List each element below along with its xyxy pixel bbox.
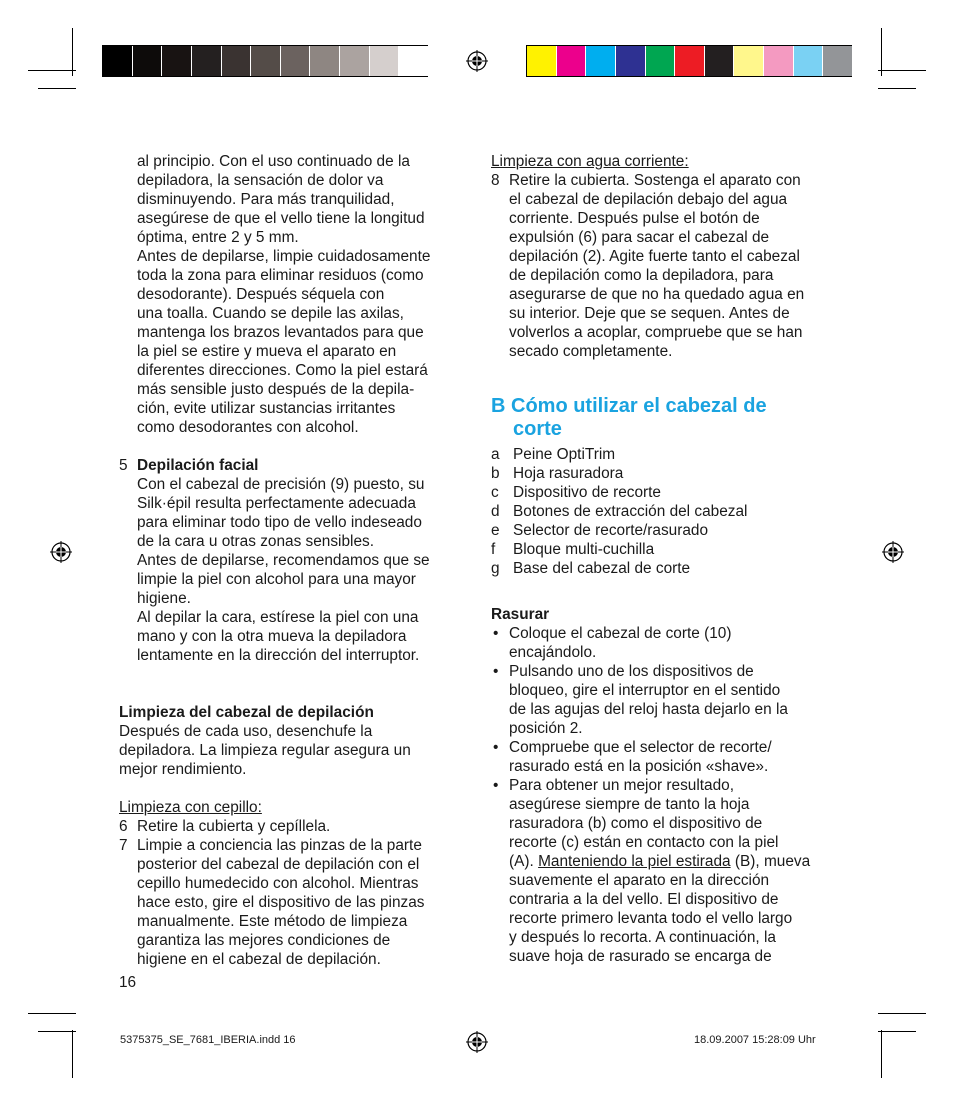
color-swatch bbox=[675, 46, 704, 76]
registration-mark-icon bbox=[466, 1031, 488, 1053]
step-number: 8 bbox=[491, 172, 500, 189]
color-swatch bbox=[222, 46, 251, 76]
color-swatch bbox=[340, 46, 369, 76]
text-line: asegurarse de que no ha quedado agua en bbox=[509, 286, 805, 303]
text-line: secado completamente. bbox=[509, 343, 673, 360]
text-line: diferentes direcciones. Como la piel estará bbox=[137, 362, 428, 379]
step-lines bbox=[137, 475, 469, 665]
subsection-title: Limpieza con agua corriente: bbox=[491, 153, 689, 170]
emphasis-text: Manteniendo la piel estirada bbox=[538, 853, 731, 870]
text-line: mano y con la otra mueva la depiladora bbox=[137, 628, 407, 645]
text-line: disminuyendo. Para más tranquilidad, bbox=[137, 191, 395, 208]
text-line: su interior. Deje que se sequen. Antes de bbox=[509, 305, 790, 322]
text-line: Con el cabezal de precisión (9) puesto, su bbox=[137, 476, 425, 493]
color-swatch bbox=[281, 46, 310, 76]
color-swatch bbox=[823, 46, 852, 76]
part-item bbox=[491, 483, 841, 502]
crop-mark bbox=[28, 70, 76, 71]
part-label: Base del cabezal de corte bbox=[513, 560, 691, 577]
color-swatch bbox=[310, 46, 339, 76]
text-line: desodorante). Después séquela con bbox=[137, 286, 385, 303]
crop-mark bbox=[28, 1013, 76, 1014]
color-swatch bbox=[557, 46, 586, 76]
text-line: contraria a la del vello. El dispositivo de bbox=[509, 891, 779, 908]
text-line: ción, evite utilizar sustancias irritantes bbox=[137, 400, 396, 417]
part-item bbox=[491, 559, 841, 578]
bullet-item bbox=[491, 776, 841, 966]
part-label: Selector de recorte/rasurado bbox=[513, 522, 709, 539]
footer-filename: 5375375_SE_7681_IBERIA.indd 16 bbox=[120, 1034, 296, 1046]
part-letter: a bbox=[491, 446, 500, 463]
step-lines bbox=[137, 836, 469, 969]
text-line: mantenga los brazos levantados para que bbox=[137, 324, 424, 341]
color-swatch bbox=[646, 46, 675, 76]
color-swatch bbox=[251, 46, 280, 76]
text-line: de las agujas del reloj hasta dejarlo en la bbox=[509, 701, 788, 718]
registration-mark-icon bbox=[882, 541, 904, 563]
text-line: una toalla. Cuando se depile las axilas, bbox=[137, 305, 404, 322]
crop-mark bbox=[38, 1031, 76, 1032]
text-line: lentamente en la dirección del interruptor. bbox=[137, 647, 420, 664]
page-number: 16 bbox=[119, 974, 137, 991]
text-line: al principio. Con el uso continuado de la bbox=[137, 153, 410, 170]
text-line: depilación (2). Agite fuerte tanto el cabezal bbox=[509, 248, 800, 265]
text-line: Pulsando uno de los dispositivos de bbox=[509, 663, 754, 680]
color-swatch bbox=[133, 46, 162, 76]
right-column bbox=[491, 152, 841, 966]
text-line: asegúrese de que el vello tiene la longitud bbox=[137, 210, 425, 227]
heading-line: B Cómo utilizar el cabezal de bbox=[491, 395, 767, 417]
text-line: posterior del cabezal de depilación con el bbox=[137, 856, 420, 873]
text-line: recorte primero levanta todo el vello largo bbox=[509, 910, 793, 927]
text-line: la piel se estire y mueva el aparato en bbox=[137, 343, 397, 360]
text-run: (B), mueva bbox=[730, 853, 811, 870]
text-line: el cabezal de depilación debajo del agua bbox=[509, 191, 788, 208]
color-swatch bbox=[370, 46, 399, 76]
intro-paragraph bbox=[119, 152, 469, 437]
footer-timestamp: 18.09.2007 15:28:09 Uhr bbox=[694, 1034, 816, 1046]
text-line: Retire la cubierta. Sostenga el aparato con bbox=[509, 172, 801, 189]
text-line: Al depilar la cara, estírese la piel con una bbox=[137, 609, 419, 626]
part-letter: d bbox=[491, 503, 500, 520]
color-swatch bbox=[764, 46, 793, 76]
text-line: asegúrese siempre de tanto la hoja bbox=[509, 796, 750, 813]
bullet-item bbox=[491, 662, 841, 738]
step-6 bbox=[119, 817, 469, 836]
section-title: Limpieza del cabezal de depilación bbox=[119, 704, 374, 721]
bullet-lines bbox=[509, 776, 841, 852]
text-line: rasuradora (b) como el dispositivo de bbox=[509, 815, 763, 832]
part-label: Botones de extracción del cabezal bbox=[513, 503, 748, 520]
text-line: rasurado está en la posición «shave». bbox=[509, 758, 769, 775]
bullet-lines bbox=[509, 738, 841, 776]
step-7 bbox=[119, 836, 469, 969]
text-line: Limpie a conciencia las pinzas de la parte bbox=[137, 837, 422, 854]
step-8 bbox=[491, 171, 841, 361]
color-swatch bbox=[399, 46, 428, 76]
color-swatch bbox=[586, 46, 615, 76]
crop-mark bbox=[878, 70, 926, 71]
text-line: manualmente. Este método de limpieza bbox=[137, 913, 408, 930]
part-item bbox=[491, 502, 841, 521]
crop-mark bbox=[881, 1030, 882, 1078]
part-item bbox=[491, 521, 841, 540]
text-line: higiene. bbox=[137, 590, 191, 607]
step-number: 6 bbox=[119, 818, 128, 835]
section-lines bbox=[119, 722, 469, 779]
color-swatch bbox=[616, 46, 645, 76]
part-label: Dispositivo de recorte bbox=[513, 484, 661, 501]
bullet-lines bbox=[509, 662, 841, 738]
text-line: cepillo humedecido con alcohol. Mientras bbox=[137, 875, 419, 892]
text-line: Después de cada uso, desenchufe la bbox=[119, 723, 373, 740]
text-run: (A). bbox=[509, 853, 539, 870]
text-line: de la cara u otras zonas sensibles. bbox=[137, 533, 374, 550]
text-line: limpie la piel con alcohol para una mayor bbox=[137, 571, 416, 588]
step-title: Depilación facial bbox=[137, 457, 259, 474]
part-item bbox=[491, 464, 841, 483]
part-letter: b bbox=[491, 465, 500, 482]
text-line: depiladora. La limpieza regular asegura un bbox=[119, 742, 411, 759]
part-item bbox=[491, 445, 841, 464]
text-line: posición 2. bbox=[509, 720, 583, 737]
registration-mark-icon bbox=[50, 541, 72, 563]
text-line: recorte (c) están en contacto con la piel bbox=[509, 834, 779, 851]
text-line: depiladora, la sensación de dolor va bbox=[137, 172, 384, 189]
text-line: encajándolo. bbox=[509, 644, 597, 661]
text-line: óptima, entre 2 y 5 mm. bbox=[137, 229, 299, 246]
step-lines bbox=[509, 171, 841, 361]
crop-mark bbox=[72, 28, 73, 76]
part-letter: e bbox=[491, 522, 500, 539]
intro-lines bbox=[137, 152, 469, 437]
part-item bbox=[491, 540, 841, 559]
text-line: para eliminar todo tipo de vello indeseado bbox=[137, 514, 422, 531]
parts-list bbox=[491, 445, 841, 578]
bullet-marker: • bbox=[493, 739, 499, 756]
text-line: de depilación como la depiladora, para bbox=[509, 267, 774, 284]
text-line: suave hoja de rasurado se encarga de bbox=[509, 948, 772, 965]
crop-mark bbox=[38, 88, 76, 89]
text-line: hace esto, gire el dispositivo de las pinzas bbox=[137, 894, 425, 911]
color-swatch bbox=[705, 46, 734, 76]
part-letter: c bbox=[491, 484, 499, 501]
bullet-marker: • bbox=[493, 663, 499, 680]
part-label: Hoja rasuradora bbox=[513, 465, 624, 482]
text-line: y después lo recorta. A continuación, la bbox=[509, 929, 776, 946]
text-line: toda la zona para eliminar residuos (como bbox=[137, 267, 424, 284]
bullet-line bbox=[509, 852, 841, 871]
bullet-lines bbox=[509, 624, 841, 662]
crop-mark bbox=[878, 1031, 916, 1032]
text-line: como desodorantes con alcohol. bbox=[137, 419, 359, 436]
heading-line: corte bbox=[513, 418, 562, 440]
bullet-marker: • bbox=[493, 777, 499, 794]
text-line: suavemente el aparato en la dirección bbox=[509, 872, 770, 889]
text-line: más sensible justo después de la depila- bbox=[137, 381, 415, 398]
part-letter: g bbox=[491, 560, 500, 577]
bullet-item bbox=[491, 738, 841, 776]
left-column bbox=[119, 152, 469, 992]
text-line: corriente. Después pulse el botón de bbox=[509, 210, 760, 227]
color-swatch bbox=[794, 46, 823, 76]
step-5 bbox=[119, 456, 469, 665]
bullet-marker: • bbox=[493, 625, 499, 642]
text-line: Antes de depilarse, recomendamos que se bbox=[137, 552, 430, 569]
text-line: higiene en el cabezal de depilación. bbox=[137, 951, 381, 968]
text-line: Coloque el cabezal de corte (10) bbox=[509, 625, 732, 642]
text-line: expulsión (6) para sacar el cabezal de bbox=[509, 229, 770, 246]
text-line: Para obtener un mejor resultado, bbox=[509, 777, 735, 794]
registration-mark-icon bbox=[466, 50, 488, 72]
part-label: Peine OptiTrim bbox=[513, 446, 616, 463]
color-swatch bbox=[162, 46, 191, 76]
color-swatch bbox=[103, 46, 132, 76]
crop-mark bbox=[878, 88, 916, 89]
text-line: Compruebe que el selector de recorte/ bbox=[509, 739, 772, 756]
color-swatch bbox=[734, 46, 763, 76]
crop-mark bbox=[878, 1013, 926, 1014]
section-title: Rasurar bbox=[491, 606, 550, 623]
part-letter: f bbox=[491, 541, 496, 558]
color-swatch bbox=[192, 46, 221, 76]
bullet-lines bbox=[509, 871, 841, 966]
bullet-item bbox=[491, 624, 841, 662]
text-line: volverlos a acoplar, compruebe que se han bbox=[509, 324, 803, 341]
color-swatch bbox=[527, 46, 556, 76]
crop-mark bbox=[881, 28, 882, 76]
crop-mark bbox=[72, 1030, 73, 1078]
part-label: Bloque multi-cuchilla bbox=[513, 541, 655, 558]
subsection-title: Limpieza con cepillo: bbox=[119, 799, 262, 816]
step-number: 7 bbox=[119, 837, 128, 854]
step-number: 5 bbox=[119, 457, 128, 474]
text-line: garantiza las mejores condiciones de bbox=[137, 932, 391, 949]
text-line: mejor rendimiento. bbox=[119, 761, 247, 778]
step-text: Retire la cubierta y cepíllela. bbox=[137, 818, 331, 835]
section-heading bbox=[491, 395, 841, 441]
text-line: Antes de depilarse, limpie cuidadosamente bbox=[137, 248, 431, 265]
text-line: bloqueo, gire el interruptor en el sentido bbox=[509, 682, 781, 699]
text-line: Silk·épil resulta perfectamente adecuada bbox=[137, 495, 416, 512]
